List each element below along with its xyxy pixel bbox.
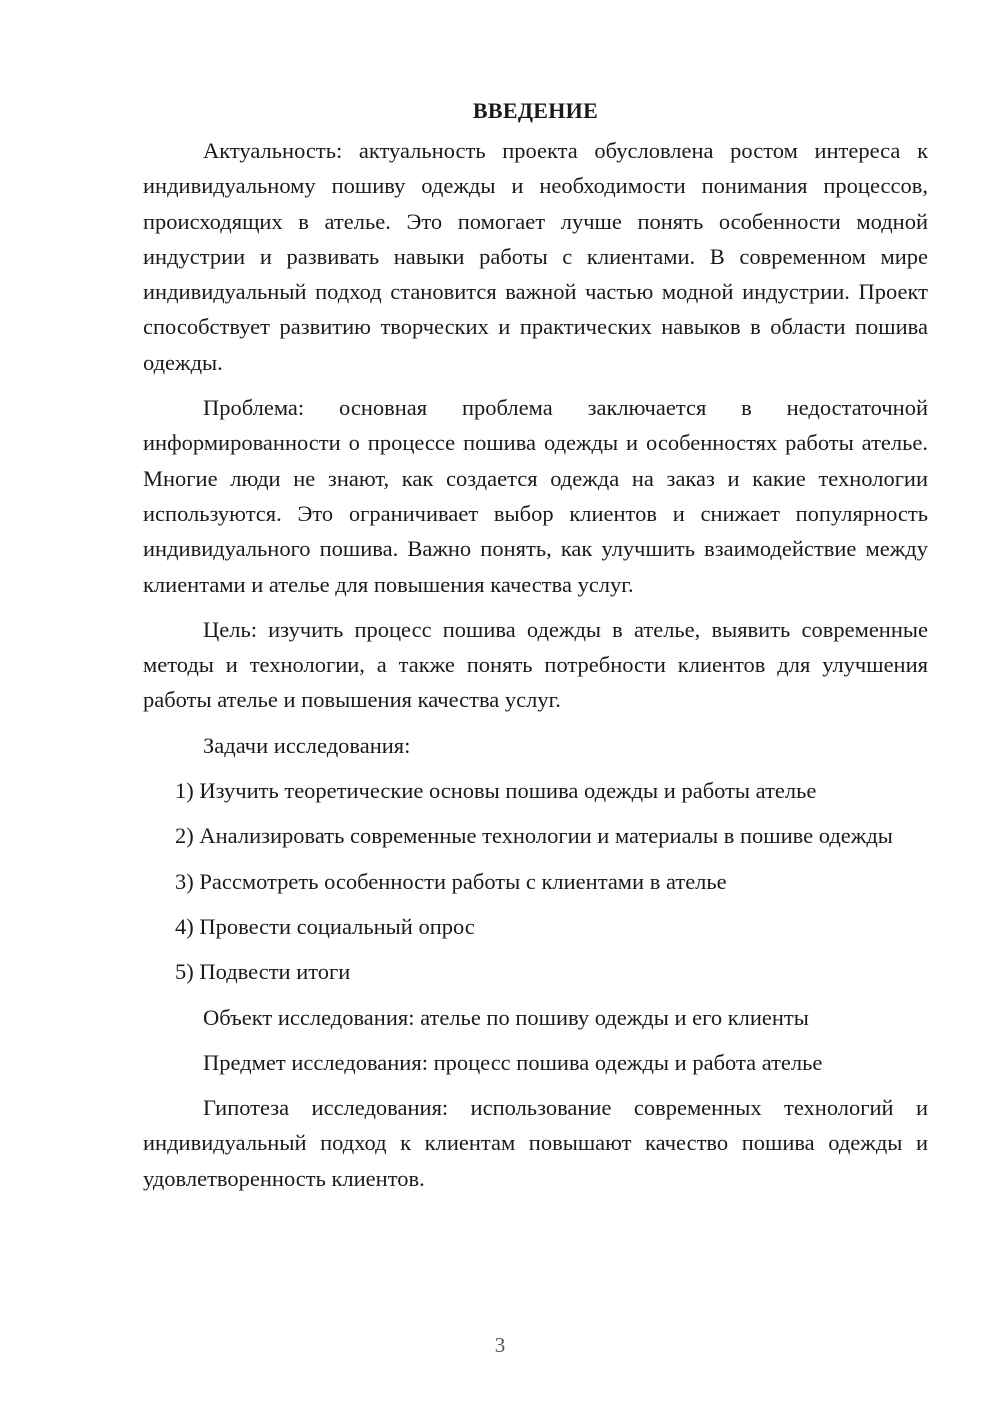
goal-paragraph: Цель: изучить процесс пошива одежды в ателье, выявить современные методы и технологии, а также понять потребности клиентов для улучшения работы ателье и повышения качества услуг. [143,616,928,713]
page-title: ВВЕДЕНИЕ [472,98,599,123]
page-number: 3 [494,1333,506,1357]
relevance-paragraph: Актуальность: актуальность проекта обусловлена ростом интереса к индивидуальному пошиву одежды и необходимости понимания процессов, происходящих в ателье. Это помогает лучше понять особенности модной индустрии и развивать навыки работы с клиентами. В современном мире индивидуальный подход становится важной частью модной индустрии. Проект способствует развитию творческих и практических навыков в области пошива одежды. [143,138,928,375]
subject-paragraph: Предмет исследования: процесс пошива одежды и работа ателье [203,1049,823,1075]
task-item-4: 4) Провести социальный опрос [175,913,475,939]
task-item-2: 2) Анализировать современные технологии и материалы в пошиве одежды [175,823,893,849]
task-item-3: 3) Рассмотреть особенности работы с клиентами в ателье [175,868,727,894]
task-item-5: 5) Подвести итоги [175,959,351,985]
hypothesis-paragraph: Гипотеза исследования: использование современных технологий и индивидуальный подход к клиентам повышают качество пошива одежды и удовлетворенность клиентов. [143,1095,928,1191]
tasks-heading: Задачи исследования: [203,732,411,758]
document-page [143,96,928,1206]
tasks-list [143,773,928,989]
problem-paragraph: Проблема: основная проблема заключается в недостаточной информированности о процессе пошива одежды и особенностях работы ателье. Многие люди не знают, как создается одежда на заказ и какие технологии используются. Это ограничивает выбор клиентов и снижает популярность индивидуального пошива. Важно понять, как улучшить взаимодействие между клиентами и ателье для повышения качества услуг. [143,395,928,597]
task-item-1: 1) Изучить теоретические основы пошива одежды и работы ателье [175,778,817,804]
object-paragraph: Объект исследования: ателье по пошиву одежды и его клиенты [203,1004,809,1030]
